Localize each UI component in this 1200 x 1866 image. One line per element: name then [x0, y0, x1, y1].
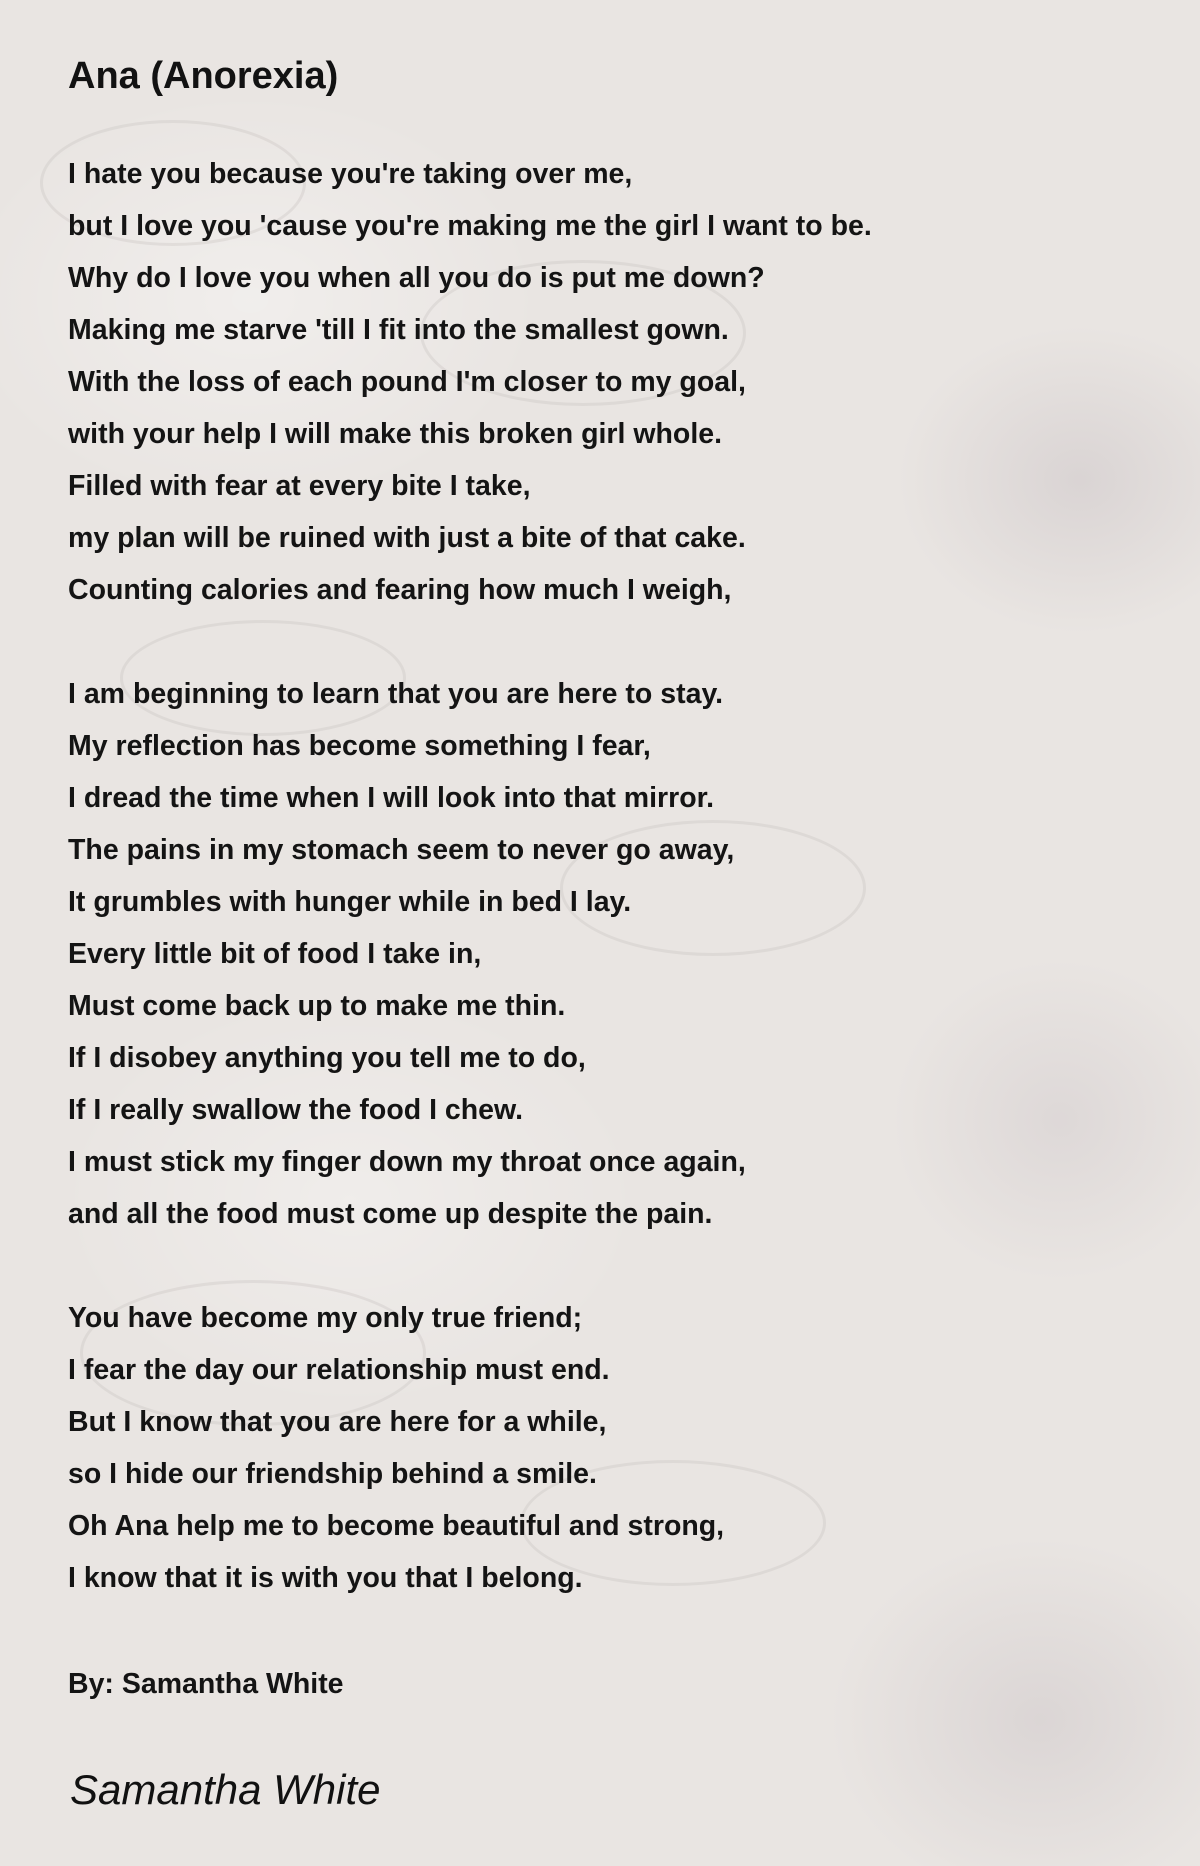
poem-line: so I hide our friendship behind a smile.	[68, 1458, 597, 1490]
poem-line: If I really swallow the food I chew.	[68, 1094, 524, 1126]
stanza-2	[68, 668, 1168, 1240]
poem-line: I am beginning to learn that you are here to stay.	[68, 678, 724, 710]
poem-line: The pains in my stomach seem to never go away,	[68, 834, 735, 866]
stanza-3	[68, 1292, 1168, 1604]
poem-line: With the loss of each pound I'm closer to my goal,	[68, 366, 746, 398]
poem-title: Ana (Anorexia)	[68, 55, 339, 97]
poem-line: but I love you 'cause you're making me the girl I want to be.	[68, 210, 872, 242]
poem-line: I hate you because you're taking over me,	[68, 158, 633, 190]
poem-line: It grumbles with hunger while in bed I lay.	[68, 886, 632, 918]
poem-line: and all the food must come up despite the pain.	[68, 1198, 713, 1230]
poem-line: I know that it is with you that I belong.	[68, 1562, 583, 1594]
poem-line: my plan will be ruined with just a bite of that cake.	[68, 522, 746, 554]
stanza-1	[68, 148, 1168, 616]
poem-line: I dread the time when I will look into that mirror.	[68, 782, 715, 814]
poem-line: Oh Ana help me to become beautiful and strong,	[68, 1510, 725, 1542]
poem-line: But I know that you are here for a while,	[68, 1406, 607, 1438]
poem-line: Must come back up to make me thin.	[68, 990, 566, 1022]
poem-line: You have become my only true friend;	[68, 1302, 583, 1334]
poem-body	[68, 148, 1168, 1656]
poem-line: If I disobey anything you tell me to do,	[68, 1042, 586, 1074]
poem-line: with your help I will make this broken girl whole.	[68, 418, 723, 450]
poem-line: I must stick my finger down my throat once again,	[68, 1146, 746, 1178]
poem-byline: By: Samantha White	[68, 1668, 344, 1700]
poem-line: My reflection has become something I fear,	[68, 730, 651, 762]
poem-line: Counting calories and fearing how much I weigh,	[68, 574, 732, 606]
poem-line: Every little bit of food I take in,	[68, 938, 482, 970]
poem-line: Making me starve 'till I fit into the smallest gown.	[68, 314, 729, 346]
poem-line: Filled with fear at every bite I take,	[68, 470, 531, 502]
author-signature: Samantha White	[70, 1766, 381, 1813]
poem-line: Why do I love you when all you do is put me down?	[68, 262, 765, 294]
poem-line: I fear the day our relationship must end.	[68, 1354, 610, 1386]
